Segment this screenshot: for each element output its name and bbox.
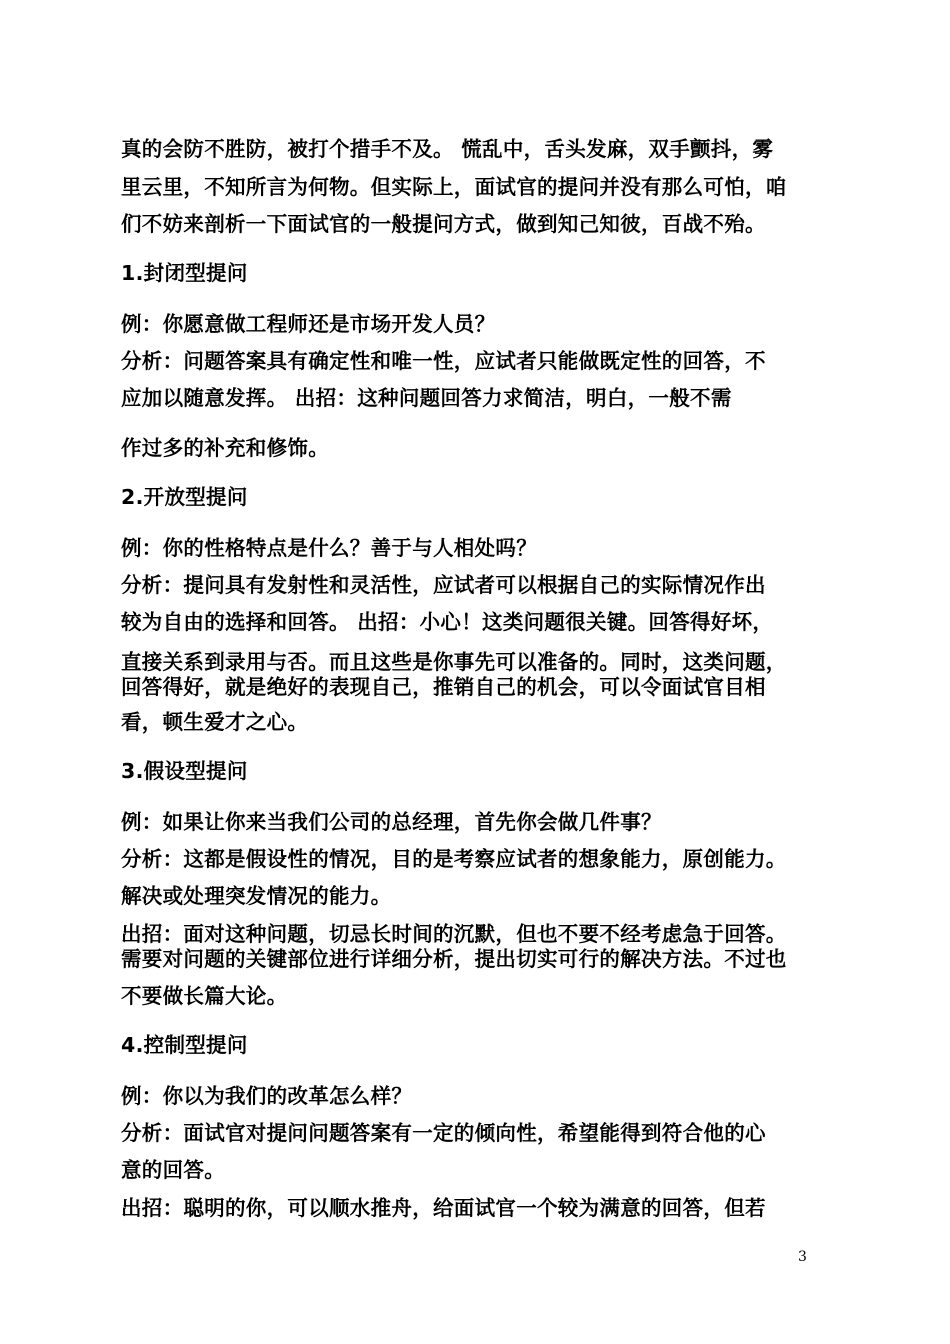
text-line: 例：如果让你来当我们公司的总经理，首先你会做几件事？	[121, 810, 662, 834]
text-line: 意的回答。	[121, 1158, 225, 1182]
text-line: 分析：提问具有发射性和灵活性，应试者可以根据自己的实际情况作出	[121, 573, 766, 597]
text-line: 例：你以为我们的改革怎么样？	[121, 1084, 413, 1108]
section-heading: 1.封闭型提问	[121, 261, 248, 285]
text-line: 分析：这都是假设性的情况，目的是考察应试者的想象能力，原创能力。	[121, 847, 787, 871]
text-line: 较为自由的选择和回答。 出招：小心！这类问题很关键。回答得好坏，	[121, 610, 774, 634]
text-line: 真的会防不胜防，被打个措手不及。 慌乱中，舌头发麻，双手颤抖，雾	[121, 137, 774, 161]
text-line: 出招：聪明的你，可以顺水推舟，给面试官一个较为满意的回答，但若	[121, 1196, 766, 1220]
section-heading: 3.假设型提问	[121, 759, 248, 783]
text-line: 分析：问题答案具有确定性和唯一性，应试者只能做既定性的回答，不	[121, 349, 766, 373]
text-line: 分析：面试官对提问问题答案有一定的倾向性，希望能得到符合他的心	[121, 1121, 766, 1145]
text-line: 例：你的性格特点是什么？善于与人相处吗？	[121, 536, 537, 560]
section-heading: 4.控制型提问	[121, 1033, 248, 1057]
text-line: 回答得好，就是绝好的表现自己，推销自己的机会，可以令面试官目相	[121, 675, 766, 699]
text-line: 出招：面对这种问题，切忌长时间的沉默，但也不要不经考虑急于回答。	[121, 922, 787, 946]
section-heading: 2.开放型提问	[121, 485, 248, 509]
text-line: 不要做长篇大论。	[121, 984, 288, 1008]
text-line: 需要对问题的关键部位进行详细分析，提出切实可行的解决方法。不过也	[121, 947, 787, 971]
page-number: 3	[798, 1249, 807, 1265]
text-line: 直接关系到录用与否。而且这些是你事先可以准备的。同时，这类问题，	[121, 650, 787, 674]
text-line: 们不妨来剖析一下面试官的一般提问方式，做到知己知彼，百战不殆。	[121, 212, 766, 236]
text-line: 看，顿生爱才之心。	[121, 710, 309, 734]
text-line: 作过多的补充和修饰。	[121, 436, 329, 460]
text-line: 解决或处理突发情况的能力。	[121, 884, 392, 908]
text-line: 里云里，不知所言为何物。但实际上，面试官的提问并没有那么可怕，咱	[121, 175, 787, 199]
text-line: 应加以随意发挥。 出招：这种问题回答力求简洁，明白，一般不需	[121, 386, 732, 410]
text-line: 例：你愿意做工程师还是市场开发人员？	[121, 312, 496, 336]
